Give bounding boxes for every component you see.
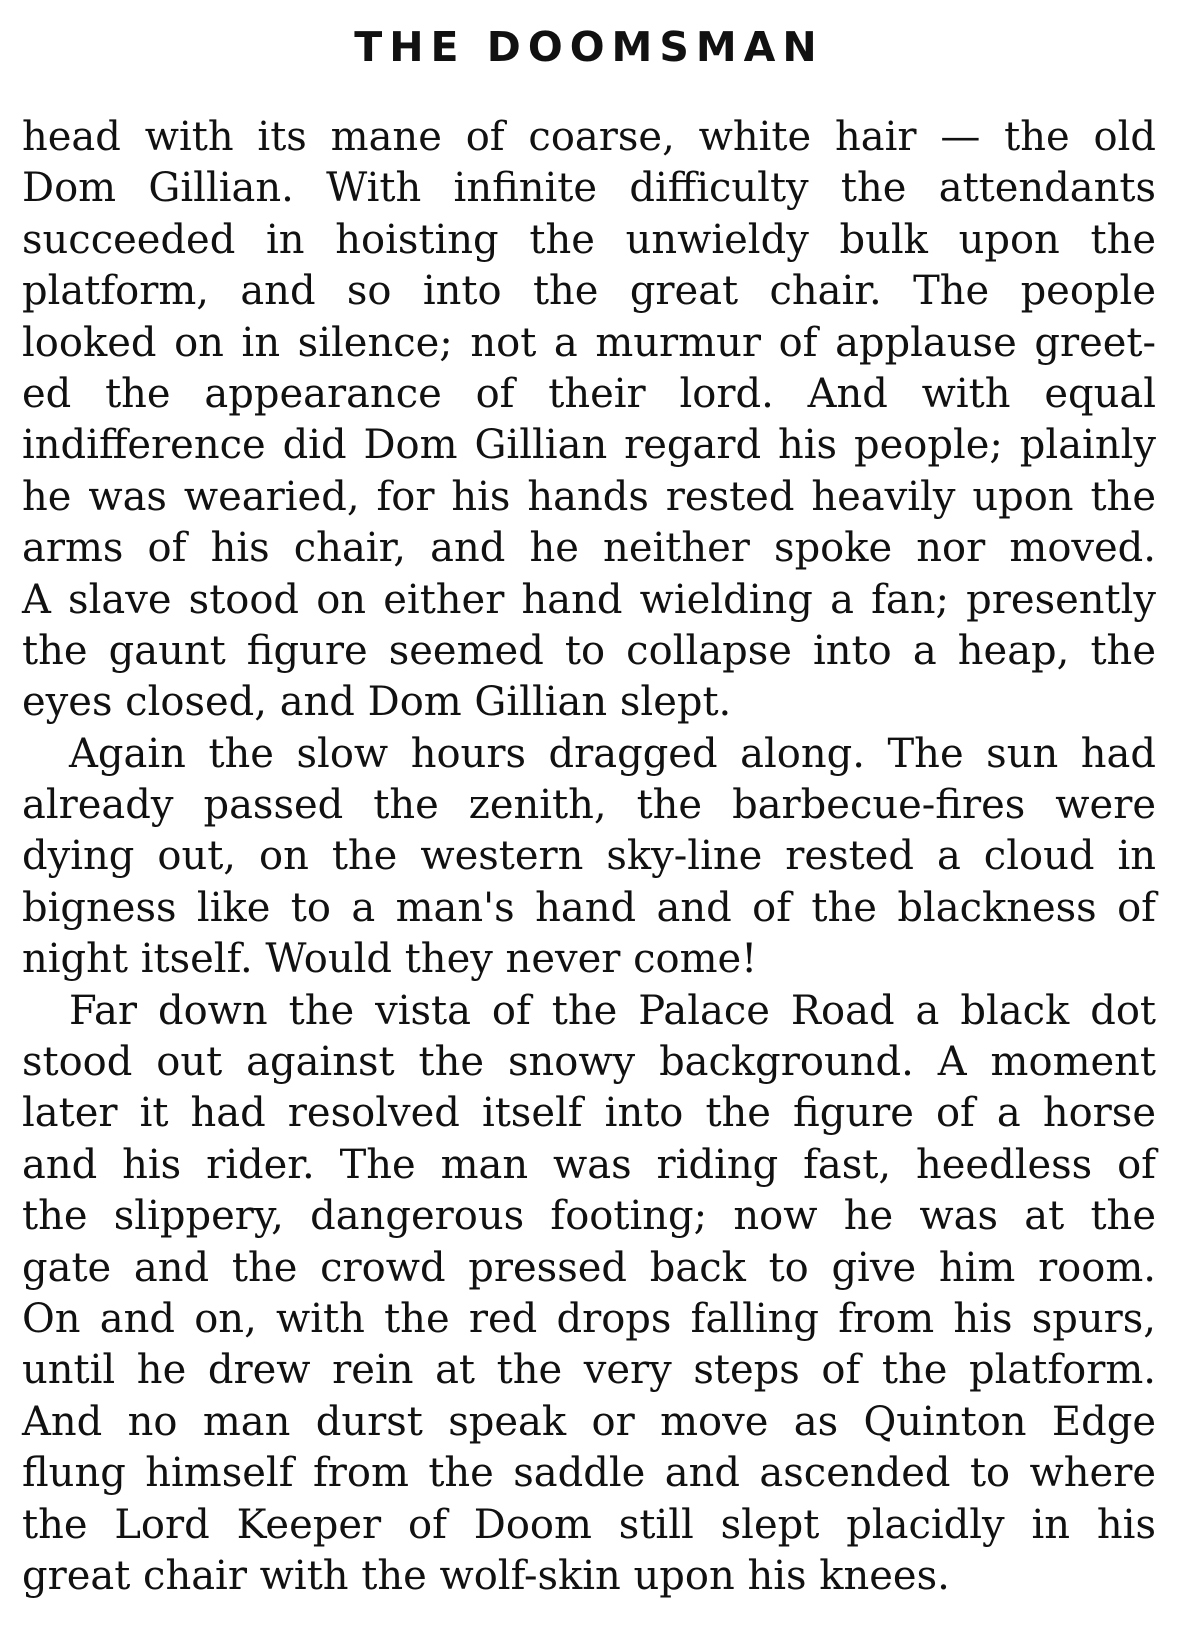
text-line: indifference did Dom Gillian regard his people; plainly [22, 422, 1156, 469]
text-line: arms of his chair, and he neither spoke nor moved. [22, 525, 1156, 572]
text-line: dying out, on the western sky-line rested a cloud in [22, 833, 1156, 880]
text-line: On and on, with the red drops falling from his spurs, [22, 1295, 1156, 1342]
text-line: head with its mane of coarse, white hair — the old [22, 114, 1156, 160]
text-line: later it had resolved itself into the figure of a horse [22, 1090, 1156, 1137]
text-line: ed the appearance of their lord. And with equal [22, 370, 1156, 417]
text-line: he was wearied, for his hands rested heavily upon the [22, 473, 1156, 520]
text-line: the slippery, dangerous footing; now he was at the [22, 1193, 1156, 1240]
text-line: platform, and so into the great chair. The people [22, 268, 1156, 315]
paragraph-first-line: Again the slow hours dragged along. The sun had [69, 730, 1156, 777]
text-line: stood out against the snowy background. A moment [22, 1039, 1156, 1086]
text-line: the gaunt figure seemed to collapse into a heap, the [22, 627, 1156, 674]
text-line: gate and the crowd pressed back to give him room. [22, 1244, 1156, 1291]
running-title: THE DOOMSMAN [354, 23, 824, 71]
paragraph-end-line: eyes closed, and Dom Gillian slept. [22, 679, 732, 726]
paragraph-end-line: night itself. Would they never come! [22, 936, 758, 983]
text-line: already passed the zenith, the barbecue-fires were [22, 782, 1156, 829]
text-line: succeeded in hoisting the unwieldy bulk upon the [22, 216, 1156, 263]
text-line: And no man durst speak or move as Quinton Edge [22, 1398, 1156, 1445]
paragraph-first-line: Far down the vista of the Palace Road a black dot [69, 987, 1156, 1034]
text-line: looked on in silence; not a murmur of applause greet- [22, 319, 1156, 366]
text-line: A slave stood on either hand wielding a fan; presently [22, 576, 1156, 623]
paragraph-end-line: great chair with the wolf-skin upon his knees. [22, 1552, 950, 1599]
text-line: until he drew rein at the very steps of the platform. [22, 1347, 1156, 1394]
text-line: flung himself from the saddle and ascended to where [22, 1450, 1156, 1497]
text-line: the Lord Keeper of Doom still slept placidly in his [22, 1501, 1156, 1548]
text-line: Dom Gillian. With infinite difficulty the attendants [22, 165, 1156, 212]
text-line: bigness like to a man's hand and of the blackness of [22, 884, 1156, 931]
text-line: and his rider. The man was riding fast, heedless of [22, 1141, 1156, 1188]
body-text [22, 112, 1156, 1602]
